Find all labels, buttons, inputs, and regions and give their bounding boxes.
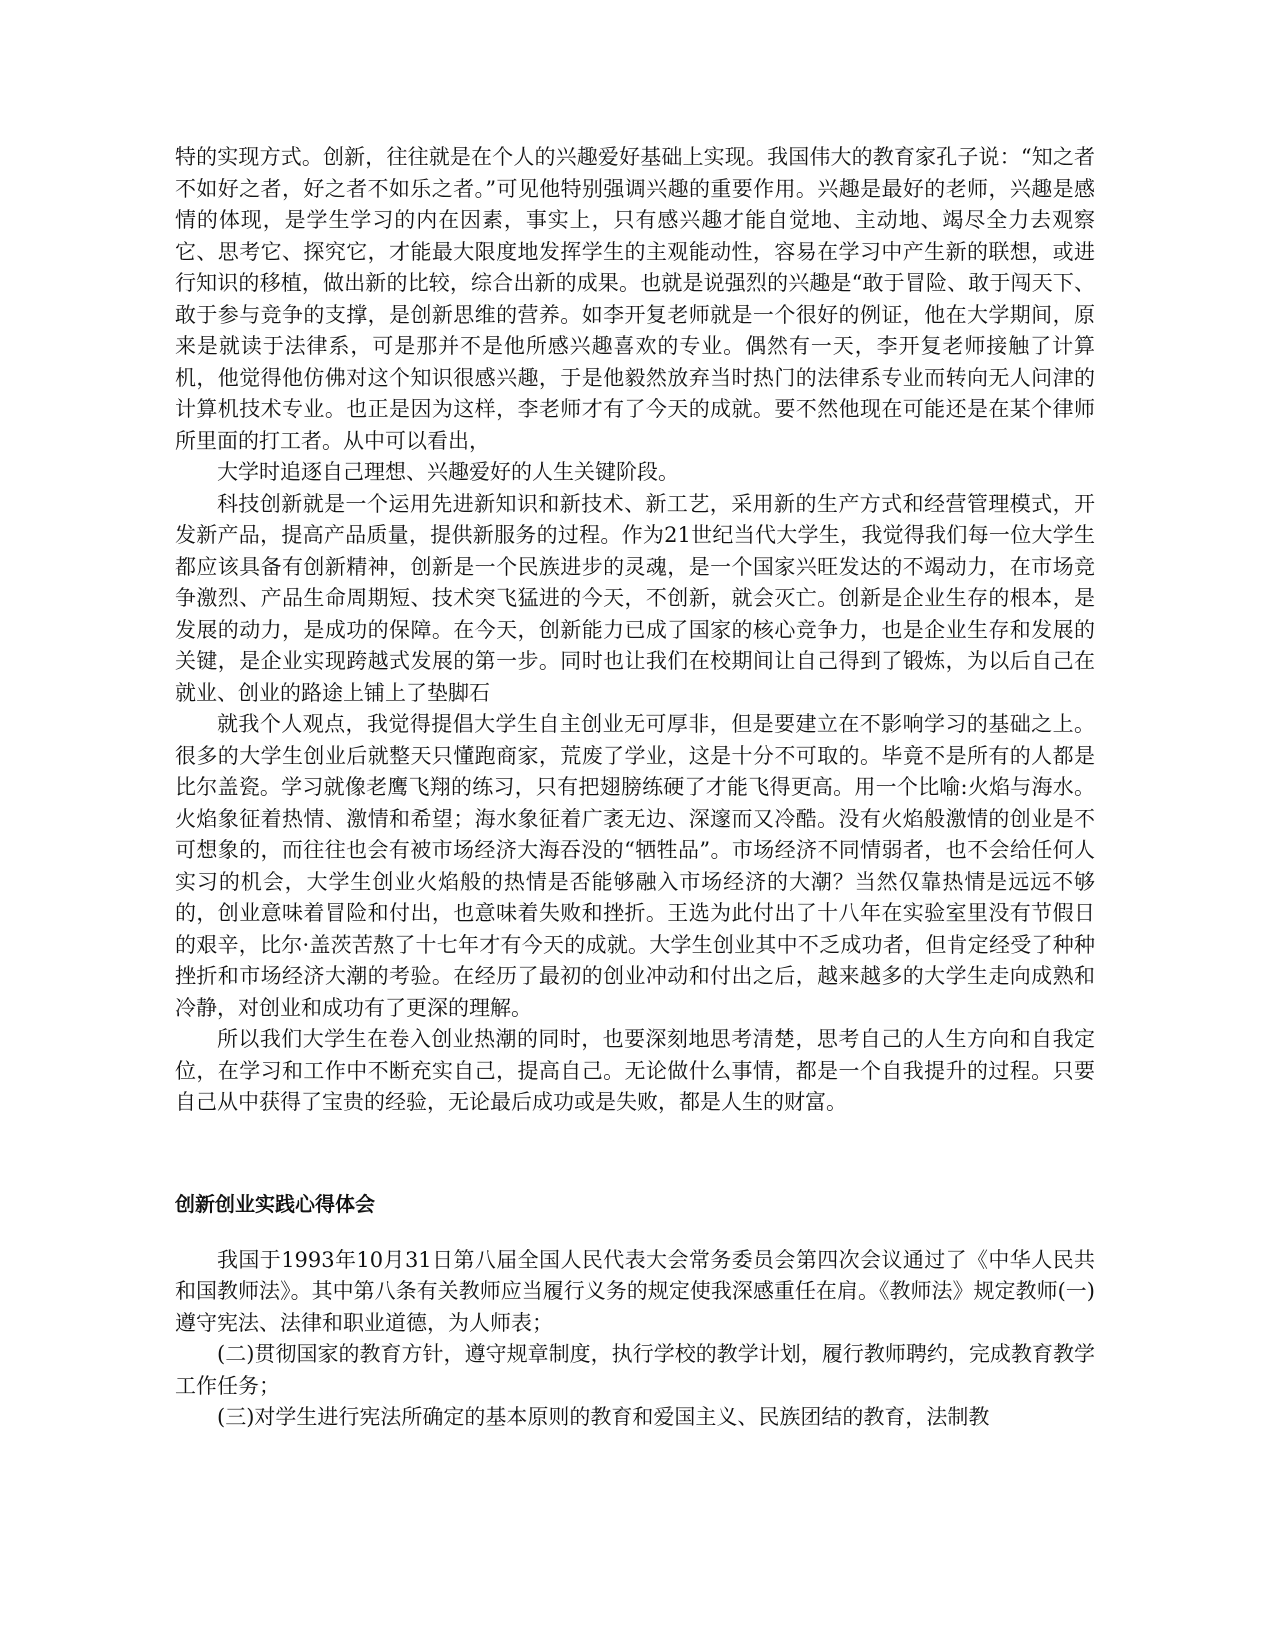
- body-paragraph: 就我个人观点，我觉得提倡大学生自主创业无可厚非，但是要建立在不影响学习的基础之上。很多的大学生创业后就整天只懂跑商家，荒废了学业，这是十分不可取的。毕竟不是所有的人都是比尔盖瓷。学习就像老鹰飞翔的练习，只有把翅膀练硬了才能飞得更高。用一个比喻:火焰与海水。火焰象征着热情、激情和希望；海水象征着广袤无边、深邃而又冷酷。没有火焰般激情的创业是不可想象的，而往往也会有被市场经济大海吞没的“牺牲品”。市场经济不同情弱者，也不会给任何人实习的机会，大学生创业火焰般的热情是否能够融入市场经济的大潮？当然仅靠热情是远远不够的，创业意味着冒险和付出，也意味着失败和挫折。王选为此付出了十八年在实验室里没有节假日的艰辛，比尔·盖茨苦熬了十七年才有今天的成就。大学生创业其中不乏成功者，但肯定经受了种种挫折和市场经济大潮的考验。在经历了最初的创业冲动和付出之后，越来越多的大学生走向成熟和冷静，对创业和成功有了更深的理解。: [175, 712, 1095, 1020]
- section-heading: 创新创业实践心得体会: [175, 1191, 375, 1216]
- body-paragraph: 科技创新就是一个运用先进新知识和新技术、新工艺，采用新的生产方式和经营管理模式，开发新产品，提高产品质量，提供新服务的过程。作为21世纪当代大学生，我觉得我们每一位大学生都应该具备有创新精神，创新是一个民族进步的灵魂，是一个国家兴旺发达的不竭动力，在市场竞争激烈、产品生命周期短、技术突飞猛进的今天，不创新，就会灭亡。创新是企业生存的根本，是发展的动力，是成功的保障。在今天，创新能力已成了国家的核心竞争力，也是企业生存和发展的关键，是企业实现跨越式发展的第一步。同时也让我们在校期间让自己得到了锻炼，为以后自己在就业、创业的路途上铺上了垫脚石: [175, 491, 1095, 705]
- body-paragraph: (三)对学生进行宪法所确定的基本原则的教育和爱国主义、民族团结的教育，法制教: [217, 1405, 990, 1429]
- body-paragraph: (二)贯彻国家的教育方针，遵守规章制度，执行学校的教学计划，履行教师聘约，完成教育教学工作任务；: [175, 1342, 1095, 1398]
- body-paragraph: 大学时追逐自己理想、兴趣爱好的人生关键阶段。: [217, 460, 679, 484]
- document-page: [175, 142, 1095, 1434]
- body-paragraph: 特的实现方式。创新，往往就是在个人的兴趣爱好基础上实现。我国伟大的教育家孔子说：“知之者不如好之者，好之者不如乐之者。”可见他特别强调兴趣的重要作用。兴趣是最好的老师，兴趣是感情的体现，是学生学习的内在因素，事实上，只有感兴趣才能自觉地、主动地、竭尽全力去观察它、思考它、探究它，才能最大限度地发挥学生的主观能动性，容易在学习中产生新的联想，或进行知识的移植，做出新的比较，综合出新的成果。也就是说强烈的兴趣是“敢于冒险、敢于闯天下、敢于参与竞争的支撑，是创新思维的营养。如李开复老师就是一个很好的例证，他在大学期间，原来是就读于法律系，可是那并不是他所感兴趣喜欢的专业。偶然有一天，李开复老师接触了计算机，他觉得他仿佛对这个知识很感兴趣，于是他毅然放弃当时热门的法律系专业而转向无人问津的计算机技术专业。也正是因为这样，李老师才有了今天的成就。要不然他现在可能还是在某个律师所里面的打工者。从中可以看出，: [175, 145, 1095, 453]
- body-paragraph: 我国于1993年10月31日第八届全国人民代表大会常务委员会第四次会议通过了《中华人民共和国教师法》。其中第八条有关教师应当履行义务的规定使我深感重任在肩。《教师法》规定教师(一)遵守宪法、法律和职业道德，为人师表；: [175, 1247, 1095, 1335]
- body-paragraph: 所以我们大学生在卷入创业热潮的同时，也要深刻地思考清楚，思考自己的人生方向和自我定位，在学习和工作中不断充实自己，提高自己。无论做什么事情，都是一个自我提升的过程。只要自己从中获得了宝贵的经验，无论最后成功或是失败，都是人生的财富。: [175, 1027, 1095, 1114]
